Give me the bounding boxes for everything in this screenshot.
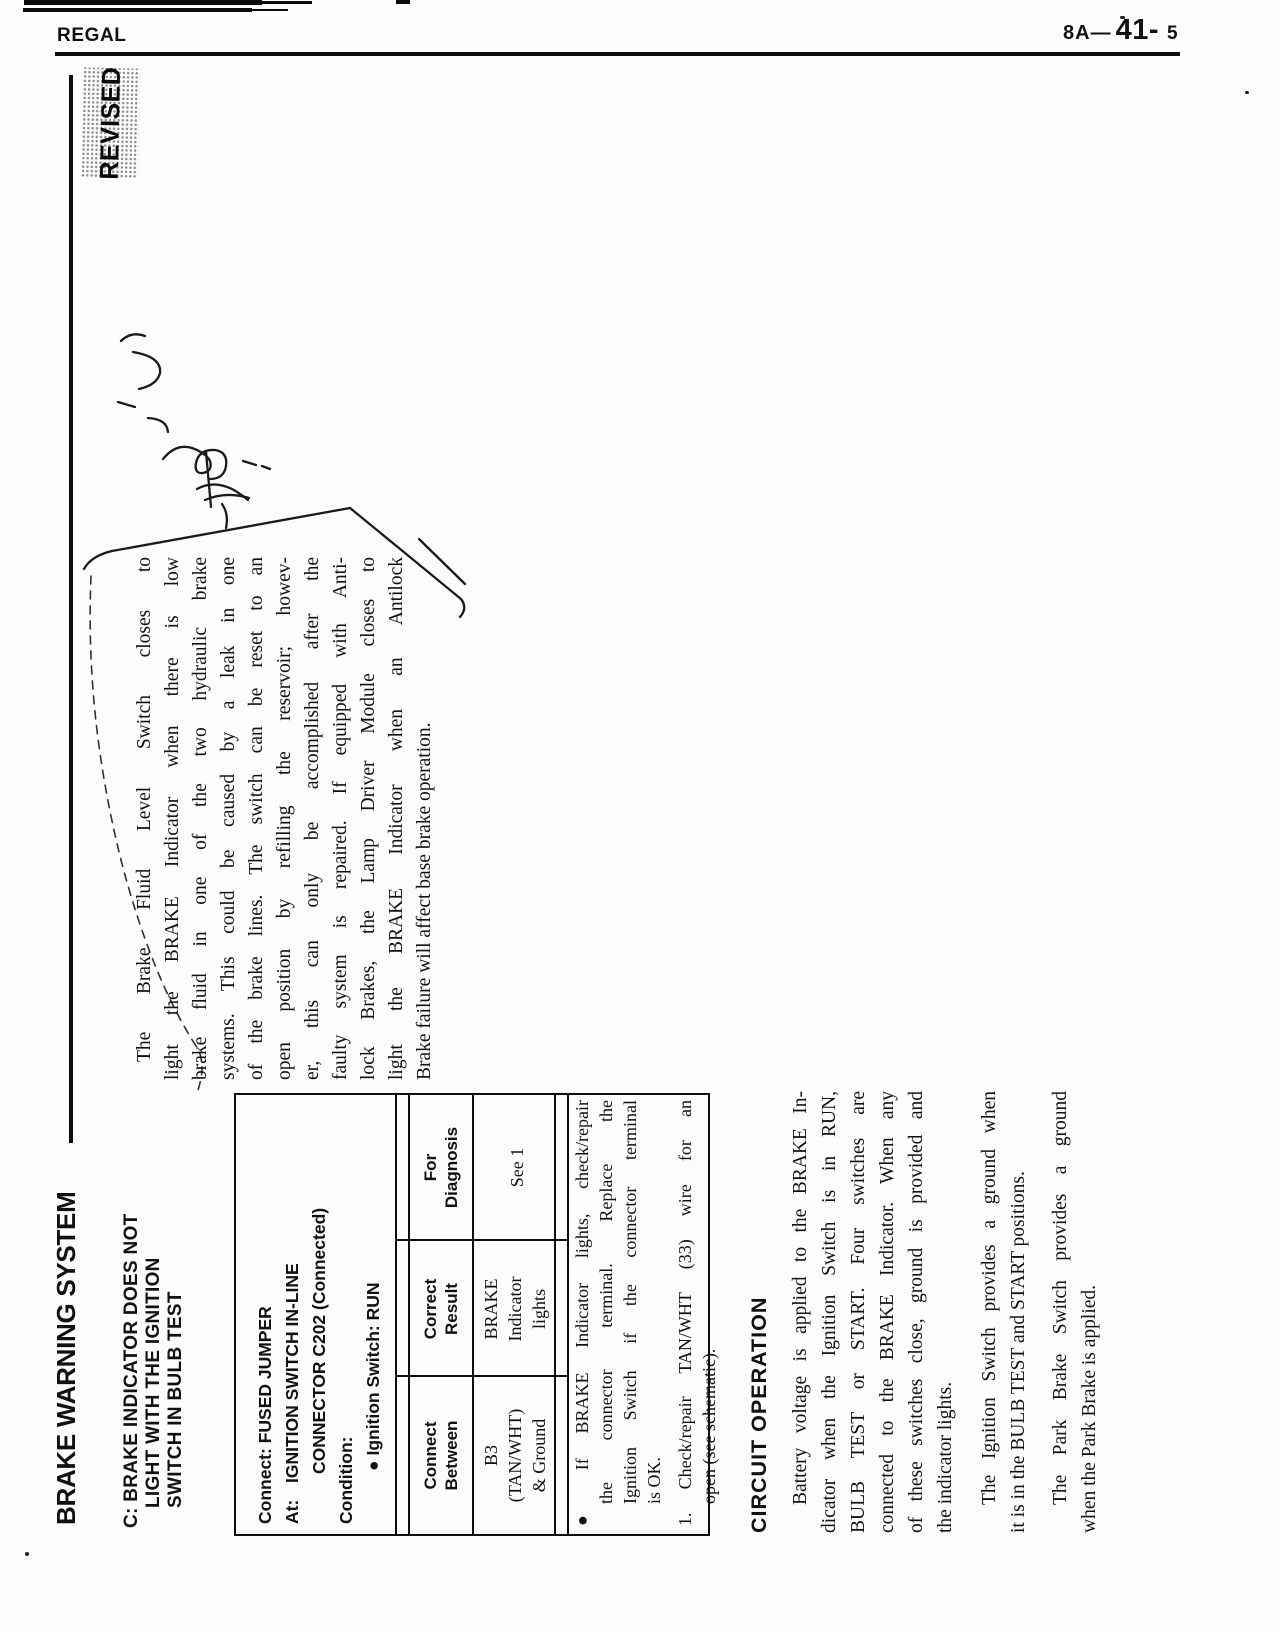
paragraph-line: light the BRAKE Indicator when there is low [162, 557, 183, 1080]
paragraph-line: light the BRAKE Indicator when an Antilock [386, 557, 407, 1080]
note-line: the connector terminal. Replace the [596, 1100, 616, 1504]
scan-edge-bar [252, 9, 288, 11]
revised-stamp [81, 67, 140, 178]
paragraph-line: it is in the BULB TEST and START positions. [1008, 1171, 1029, 1533]
fluid-switch-paragraph [131, 557, 439, 1080]
chart-condition-text: Ignition Switch: RUN [363, 1282, 383, 1456]
title-rule [69, 75, 73, 1143]
note-line [570, 1100, 594, 1526]
header-model-name: REGAL [57, 25, 127, 46]
scan-edge-bar [262, 1, 312, 4]
header-page-number [1063, 14, 1178, 47]
circuit-operation-paragraph [1046, 1091, 1104, 1533]
chart-at-line [279, 1208, 306, 1524]
column-header-connect-between [410, 1377, 480, 1534]
column-header-line: For [421, 1153, 440, 1182]
bullet-icon: ● [572, 1494, 592, 1526]
circuit-operation-paragraph [786, 1091, 960, 1533]
revised-stamp-label: REVISED [93, 66, 127, 180]
paragraph-line: lock Brakes, the Lamp Driver Module closes to [358, 557, 379, 1080]
page-number-section: 8A— [1063, 22, 1112, 44]
column-header-correct-result [410, 1241, 480, 1377]
chart-at-value: IGNITION SWITCH IN-LINE [282, 1263, 302, 1483]
rotated-page-content [35, 55, 1245, 1625]
note-line [673, 1100, 697, 1526]
note-text: Check/repair TAN/WHT (33) wire for an [675, 1100, 695, 1490]
section-c-heading-line: C: BRAKE INDICATOR DOES NOT [121, 1213, 142, 1528]
paragraph-line: er, this can only be accomplished after the [302, 557, 323, 1080]
note-item-number: 1. [675, 1512, 695, 1526]
cell-line: (TAN/WHT) [505, 1408, 525, 1503]
column-header-line: Between [442, 1420, 461, 1491]
note-line: Ignition Switch if the connector terminal [620, 1100, 640, 1504]
page-number-suffix: 5 [1167, 23, 1178, 44]
chart-connect-line: Connect: FUSED JUMPER [255, 1306, 275, 1524]
chart-condition-item [360, 1208, 387, 1524]
circuit-operation-heading: CIRCUIT OPERATION [747, 1296, 771, 1533]
paragraph-line: Brake failure will affect base brake operation. [414, 722, 435, 1080]
page-number-main: 41- [1115, 14, 1159, 46]
paragraph-line: The Ignition Switch provides a ground when [979, 1091, 1000, 1505]
paragraph-line: BULB TEST or START. Four switches are [848, 1091, 869, 1533]
cell-for-diagnosis [479, 1094, 580, 1241]
chart-setup-block [252, 1208, 387, 1524]
cell-connect-between [479, 1377, 554, 1534]
cell-line: B3 [481, 1445, 501, 1467]
paragraph-line: The Brake Fluid Level Switch closes to [134, 557, 155, 1062]
chart-at-label: At: [282, 1499, 302, 1524]
paragraph-line: brake fluid in one of the two hydraulic brake [190, 557, 211, 1080]
note-text: If BRAKE Indicator lights, check/repair [572, 1100, 592, 1471]
section-c-heading-line: SWITCH IN BULB TEST [165, 1291, 186, 1508]
scan-edge-bar [23, 8, 252, 12]
scan-speck [25, 1552, 29, 1556]
cell-line: See 1 [507, 1147, 527, 1188]
scan-edge-bar [396, 0, 410, 4]
cell-line: BRAKE [481, 1278, 501, 1340]
note-line: is OK. [644, 1456, 664, 1504]
paragraph-line: Battery voltage is applied to the BRAKE In- [790, 1091, 811, 1505]
page-title: BRAKE WARNING SYSTEM [51, 1191, 81, 1525]
scan-speck [1245, 91, 1249, 94]
paragraph-line: the indicator lights. [935, 1381, 956, 1533]
chart-rule [395, 1095, 397, 1534]
cell-line: Indicator [505, 1276, 525, 1342]
paragraph-line: connected to the BRAKE Indicator. When any [877, 1091, 898, 1533]
paragraph-line: faulty system is repaired. If equipped with Anti- [330, 557, 351, 1080]
column-header-for-diagnosis [410, 1094, 480, 1241]
scan-edge-bar [24, 0, 262, 5]
section-c-heading [121, 1213, 187, 1528]
chart-condition-label: Condition: [336, 1436, 356, 1524]
column-header-line: Diagnosis [442, 1126, 461, 1209]
note-item [673, 1100, 721, 1526]
paragraph-line: dicator when the Ignition Switch is in RUN, [819, 1091, 840, 1533]
section-c-heading-line: LIGHT WITH THE IGNITION [143, 1257, 164, 1508]
circuit-operation-paragraph [975, 1091, 1033, 1533]
column-header-line: Connect [421, 1421, 440, 1490]
chart-notes [570, 1100, 721, 1526]
chart-at-line2: CONNECTOR C202 (Connected) [309, 1207, 329, 1474]
paragraph-line: The Park Brake Switch provides a ground [1050, 1091, 1071, 1505]
paragraph-line: open position by refilling the reservoir; howev- [274, 557, 295, 1080]
paragraph-line: systems. This could be caused by a leak in one [218, 557, 239, 1080]
diagnosis-chart [234, 1093, 719, 1536]
bullet-icon: ● [363, 1460, 383, 1471]
cell-line: & Ground [529, 1418, 549, 1493]
paragraph-line: of these switches close, ground is provided and [906, 1091, 927, 1533]
note-line: open (see schematic). [699, 1348, 719, 1504]
paragraph-line: of the brake lines. The switch can be reset to an [246, 557, 267, 1080]
cell-correct-result [479, 1241, 554, 1377]
cell-line: lights [529, 1289, 549, 1330]
column-header-line: Correct [421, 1278, 440, 1340]
paragraph-line: when the Park Brake is applied. [1079, 1284, 1100, 1533]
column-header-line: Result [442, 1283, 461, 1335]
